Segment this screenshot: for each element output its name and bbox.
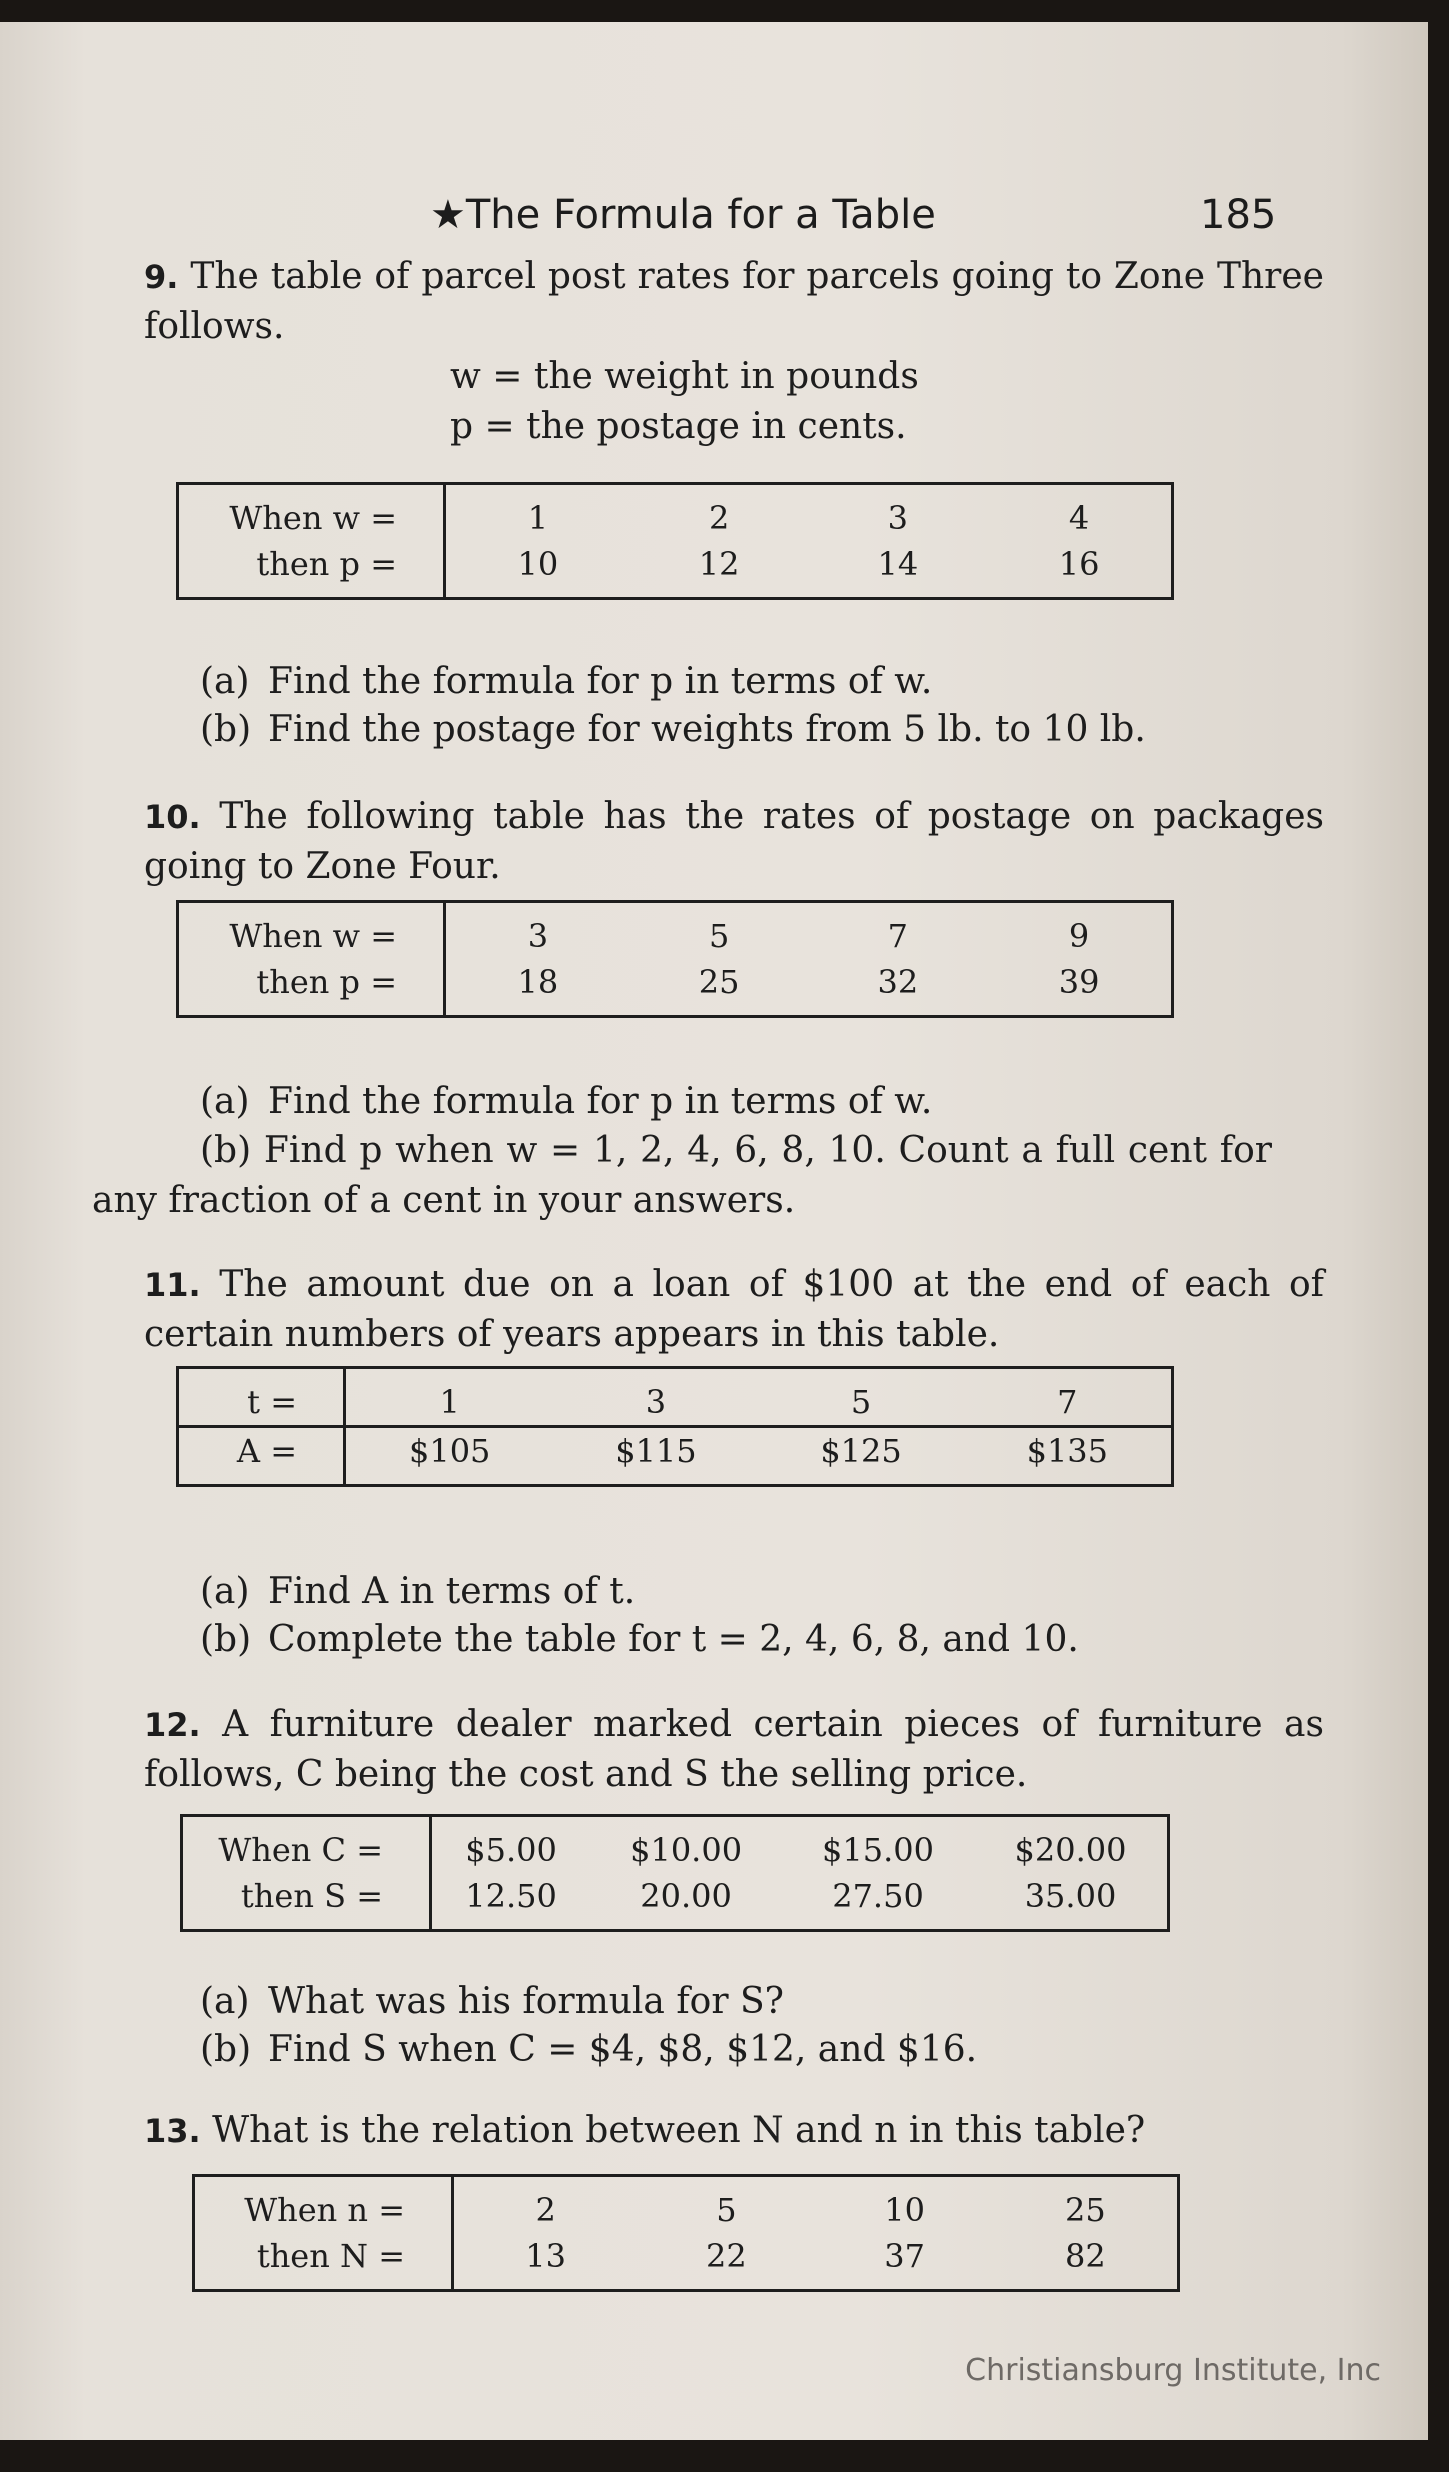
watermark: Christiansburg Institute, Inc (965, 2353, 1381, 2388)
table-cell: $15.00 (822, 1831, 934, 1869)
table-cell: 2 (708, 499, 730, 537)
problem-9 (92, 252, 1324, 352)
table-cell: $5.00 (465, 1831, 557, 1869)
table-cell: 5 (716, 2191, 737, 2229)
subparts-12 (200, 1978, 977, 2074)
problem-number: 11. (144, 1266, 201, 1304)
row-label: When C = (182, 1816, 431, 1874)
table-cell: 22 (706, 2237, 747, 2275)
table-cell: $105 (408, 1432, 491, 1470)
subpart-text: Find the formula for p in terms of w. (268, 661, 933, 702)
table-cell: $115 (615, 1432, 697, 1470)
table-cell: 39 (1058, 963, 1100, 1001)
subpart-label: (a) (200, 1571, 250, 1612)
row-label: then S = (182, 1873, 431, 1931)
subpart-10a (200, 1078, 932, 1126)
table-cell: 2 (535, 2191, 556, 2229)
table-cell: 32 (877, 963, 919, 1001)
problem-text: What is the relation between N and n in this table? (212, 2110, 1146, 2151)
table-cell: 3 (887, 499, 909, 537)
subpart-text: Find p when w = 1, 2, 4, 6, 8, 10. Count a full cent for any fraction of a cent in your answers. (92, 1130, 1272, 1221)
problem-number: 10. (144, 798, 201, 836)
table-12 (180, 1814, 1170, 1932)
problem-number: 13. (144, 2112, 201, 2150)
table-cell: $125 (820, 1432, 902, 1470)
definition-w: w = the weight in pounds (450, 356, 919, 397)
subpart-text: Find S when C = $4, $8, $12, and $16. (268, 2029, 978, 2070)
subpart-label: (b) (200, 709, 252, 750)
row-label: When w = (178, 484, 445, 542)
table-9 (176, 482, 1174, 600)
subpart-label: (b) (200, 2029, 252, 2070)
row-label: then N = (194, 2233, 453, 2291)
table-cell: 1 (527, 499, 549, 537)
subparts-9 (200, 658, 1146, 754)
row-label: then p = (178, 541, 445, 599)
table-cell: 25 (1064, 2191, 1106, 2229)
problem-text: The following table has the rates of postage on packages going to Zone Four. (144, 796, 1324, 887)
table-10 (176, 900, 1174, 1018)
table-13 (192, 2174, 1180, 2292)
table-cell: 7 (964, 1368, 1173, 1427)
subpart-label: (b) (200, 1130, 252, 1171)
table-cell: 13 (525, 2237, 566, 2275)
problem-text: The table of parcel post rates for parcels going to Zone Three follows. (144, 256, 1324, 347)
table-cell: 37 (884, 2237, 925, 2275)
row-label: t = (178, 1368, 345, 1427)
problem-11 (92, 1260, 1324, 1360)
definition-p: p = the postage in cents. (450, 406, 907, 447)
subpart-label: (b) (200, 1619, 252, 1660)
definitions-9 (450, 352, 919, 452)
problem-10 (92, 792, 1324, 892)
table-11 (176, 1366, 1174, 1487)
subpart-label: (a) (200, 1081, 250, 1122)
table-cell: 4 (1068, 499, 1090, 537)
subpart-label: (a) (200, 661, 250, 702)
table-cell: $20.00 (1014, 1831, 1127, 1869)
page-number: 185 (1200, 192, 1277, 238)
table-cell: 3 (527, 917, 549, 955)
table-cell: $10.00 (630, 1831, 743, 1869)
row-label: When n = (194, 2176, 453, 2234)
table-cell: 12 (698, 545, 740, 583)
row-label: A = (178, 1427, 345, 1486)
subpart-10b (92, 1126, 1272, 1226)
subpart-text: Find A in terms of t. (268, 1571, 636, 1612)
table-cell: 5 (758, 1368, 963, 1427)
problem-text: The amount due on a loan of $100 at the end of each of certain numbers of years appears in this table. (144, 1264, 1324, 1355)
problem-number: 12. (144, 1706, 201, 1744)
subpart-label: (a) (200, 1981, 250, 2022)
section-title: ★The Formula for a Table (430, 192, 936, 238)
book-page (0, 22, 1428, 2440)
subpart-text: Complete the table for t = 2, 4, 6, 8, and 10. (268, 1619, 1079, 1660)
table-cell: 1 (345, 1368, 554, 1427)
table-cell: 10 (884, 2191, 925, 2229)
table-cell: 82 (1064, 2237, 1106, 2275)
row-label: then p = (178, 959, 445, 1017)
table-cell: 12.50 (465, 1877, 557, 1915)
table-cell: 16 (1058, 545, 1100, 583)
table-cell: 20.00 (640, 1877, 732, 1915)
table-cell: 35.00 (1024, 1877, 1117, 1915)
problem-12 (92, 1700, 1324, 1800)
table-cell: 5 (708, 917, 730, 955)
table-cell: 25 (698, 963, 740, 1001)
problem-text: A furniture dealer marked certain pieces of furniture as follows, C being the cost and S the selling price. (144, 1704, 1324, 1795)
table-cell: 3 (553, 1368, 758, 1427)
table-cell: 7 (887, 917, 909, 955)
subpart-text: Find the formula for p in terms of w. (268, 1081, 933, 1122)
subpart-text: What was his formula for S? (268, 1981, 784, 2022)
table-cell: 18 (517, 963, 559, 1001)
table-cell: $135 (1026, 1432, 1109, 1470)
row-label: When w = (178, 902, 445, 960)
table-cell: 27.50 (832, 1877, 924, 1915)
subpart-text: Find the postage for weights from 5 lb. to 10 lb. (268, 709, 1146, 750)
page-header (0, 192, 1428, 252)
table-cell: 14 (877, 545, 919, 583)
problem-13 (92, 2106, 1324, 2156)
table-cell: 10 (517, 545, 559, 583)
table-cell: 9 (1068, 917, 1090, 955)
problem-number: 9. (144, 258, 179, 296)
subparts-11 (200, 1568, 1079, 1664)
